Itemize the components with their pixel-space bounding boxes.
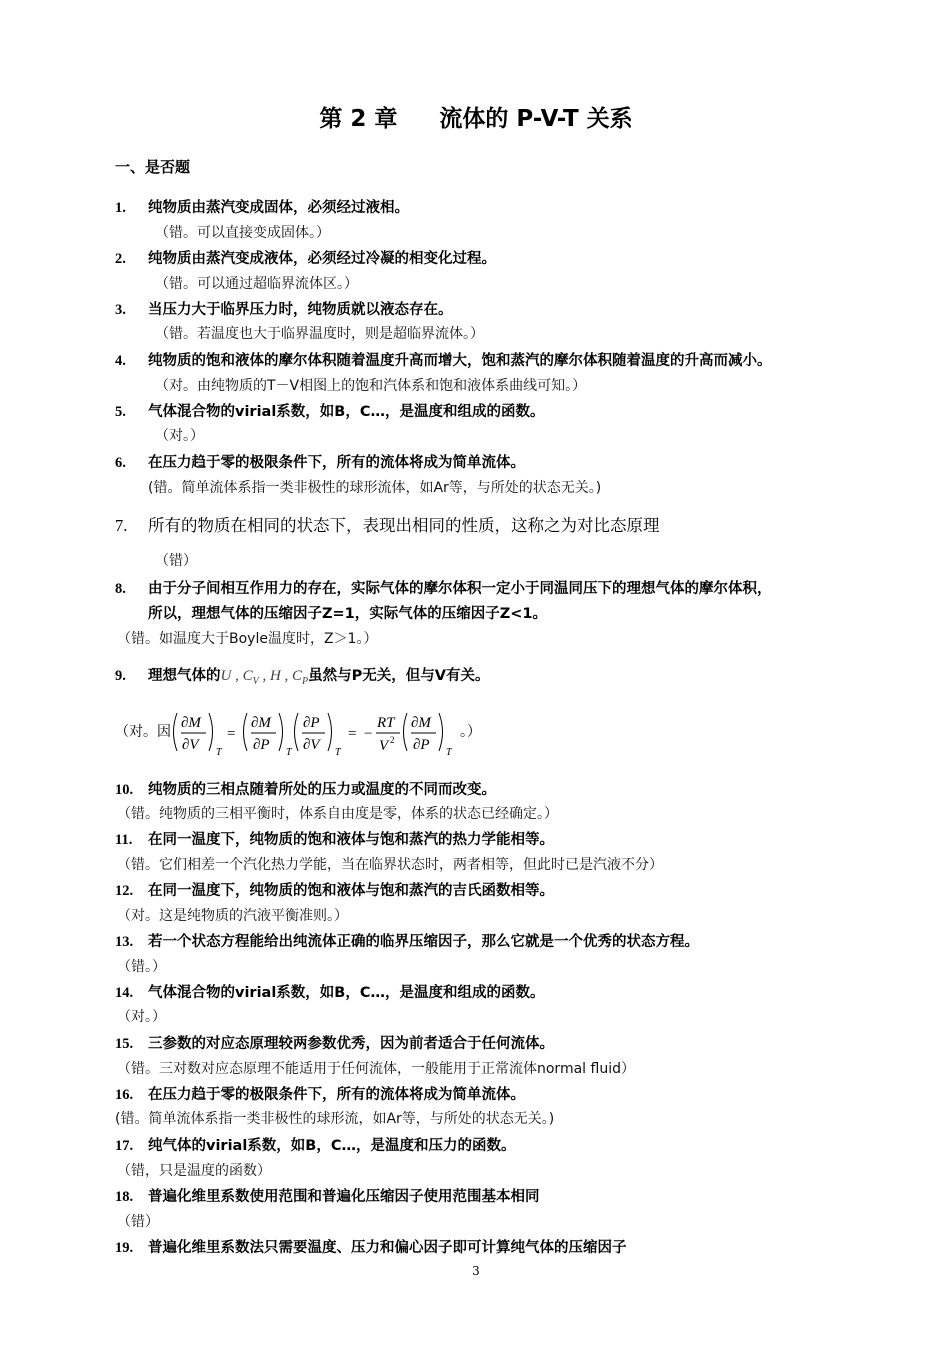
question-text: 所有的物质在相同的状态下，表现出相同的性质，这称之为对比态原理 bbox=[148, 516, 660, 535]
frac-den: ∂V bbox=[182, 737, 199, 753]
question-number: 15. bbox=[115, 1036, 134, 1052]
subscript-t: T bbox=[335, 747, 341, 758]
question-8-continued: 所以，理想气体的压缩因子Z=1，实际气体的压缩因子Z<1。 bbox=[148, 606, 548, 622]
answer-15: （错。三对数对应态原理不能适用于任何流体，一般能用于正常流体normal fluid） bbox=[117, 1061, 635, 1077]
question-text: 在同一温度下，纯物质的饱和液体与饱和蒸汽的吉氏函数相等。 bbox=[148, 883, 554, 899]
question-number: 19. bbox=[115, 1240, 134, 1256]
answer-5: （对。） bbox=[155, 428, 204, 444]
subscript-t: T bbox=[216, 747, 222, 758]
formula-suffix: 。） bbox=[460, 725, 481, 740]
question-1 bbox=[115, 196, 409, 217]
question-5 bbox=[115, 400, 545, 421]
question-15 bbox=[115, 1032, 554, 1053]
answer-14: （对。） bbox=[117, 1009, 166, 1025]
question-text: 由于分子间相互作用力的存在，实际气体的摩尔体积一定小于同温同压下的理想气体的摩尔体积， bbox=[148, 581, 772, 597]
frac-den: ∂P bbox=[253, 737, 270, 753]
question-text: 理想气体的 bbox=[148, 668, 221, 684]
frac-den: V bbox=[379, 738, 389, 754]
question-2 bbox=[115, 247, 496, 268]
question-number: 11. bbox=[115, 832, 133, 848]
question-7 bbox=[115, 512, 660, 536]
frac-den: ∂P bbox=[413, 737, 430, 753]
answer-17: （错，只是温度的函数） bbox=[117, 1163, 271, 1179]
question-16 bbox=[115, 1083, 525, 1104]
page-title bbox=[0, 100, 952, 133]
answer-1: （错。可以直接变成固体。） bbox=[155, 225, 330, 241]
question-14 bbox=[115, 981, 545, 1002]
question-number: 14. bbox=[115, 985, 134, 1001]
equals: = bbox=[348, 726, 357, 742]
question-number: 10. bbox=[115, 782, 134, 798]
paren-left bbox=[295, 713, 299, 751]
question-number: 5. bbox=[115, 404, 126, 420]
question-text: 在压力趋于零的极限条件下，所有的流体将成为简单流体。 bbox=[148, 1087, 525, 1103]
frac-num: ∂M bbox=[251, 715, 271, 731]
question-12 bbox=[115, 879, 554, 900]
question-text: 纯物质的饱和液体的摩尔体积随着温度升高而增大，饱和蒸汽的摩尔体积随着温度的升高而减小。 bbox=[148, 353, 772, 369]
answer-3: （错。若温度也大于临界温度时，则是超临界流体。） bbox=[155, 326, 484, 342]
answer-13: （错。） bbox=[117, 959, 166, 975]
chapter-title: 流体的 P-V-T 关系 bbox=[439, 106, 633, 132]
question-11 bbox=[115, 828, 554, 849]
question-3 bbox=[115, 298, 453, 319]
question-number: 16. bbox=[115, 1087, 134, 1103]
paren-left bbox=[404, 713, 408, 751]
question-text: 在压力趋于零的极限条件下，所有的流体将成为简单流体。 bbox=[148, 455, 525, 471]
question-text: 三参数的对应态原理较两参数优秀，因为前者适合于任何流体。 bbox=[148, 1036, 554, 1052]
frac-num: ∂P bbox=[303, 715, 320, 731]
question-text: 纯气体的virial系数，如B，C…，是温度和压力的函数。 bbox=[148, 1138, 516, 1154]
question-4 bbox=[115, 349, 772, 370]
question-text: 若一个状态方程能给出纯流体正确的临界压缩因子，那么它就是一个优秀的状态方程。 bbox=[148, 934, 699, 950]
question-text: 在同一温度下，纯物质的饱和液体与饱和蒸汽的热力学能相等。 bbox=[148, 832, 554, 848]
question-text: 气体混合物的virial系数，如B，C…，是温度和组成的函数。 bbox=[148, 985, 545, 1001]
answer-4: （对。由纯物质的T－V相图上的饱和汽体系和饱和液体系曲线可知。） bbox=[155, 378, 587, 394]
question-number: 18. bbox=[115, 1189, 134, 1205]
question-17 bbox=[115, 1134, 516, 1155]
question-text-tail: 虽然与P无关，但与V有关。 bbox=[308, 668, 490, 684]
formula-prefix: （对。因 bbox=[115, 725, 171, 740]
subscript-t: T bbox=[446, 747, 452, 758]
paren-right bbox=[209, 713, 213, 751]
answer-12: （对。这是纯物质的汽液平衡准则。） bbox=[117, 908, 348, 924]
answer-7: （错） bbox=[155, 553, 197, 569]
question-number: 12. bbox=[115, 883, 134, 899]
section-heading: 一、是否题 bbox=[115, 158, 191, 176]
question-number: 2. bbox=[115, 251, 126, 267]
answer-6: (错。简单流体系指一类非极性的球形流体，如Ar等，与所处的状态无关。) bbox=[148, 480, 602, 496]
frac-num: RT bbox=[377, 715, 395, 731]
answer-2: （错。可以通过超临界流体区。） bbox=[155, 276, 358, 292]
question-9-symbols: U , $C_V$ , H , $C_P$ bbox=[220, 668, 309, 687]
question-10 bbox=[115, 778, 496, 799]
question-number: 9. bbox=[115, 668, 126, 684]
formula-graphic bbox=[115, 705, 535, 765]
page-number: 3 bbox=[472, 1264, 480, 1278]
paren-left bbox=[244, 713, 248, 751]
minus: − bbox=[364, 726, 373, 742]
answer-11: （错。它们相差一个汽化热力学能，当在临界状态时，两者相等，但此时已是汽液不分） bbox=[117, 857, 663, 873]
question-text: 纯物质由蒸汽变成液体，必须经过冷凝的相变化过程。 bbox=[148, 251, 496, 267]
frac-num: ∂M bbox=[181, 715, 201, 731]
subscript-t: T bbox=[286, 747, 292, 758]
superscript-2: 2 bbox=[390, 735, 395, 745]
question-13 bbox=[115, 930, 699, 951]
question-number: 13. bbox=[115, 934, 134, 950]
question-6 bbox=[115, 451, 525, 472]
question-text: 普遍化维里系数法只需要温度、压力和偏心因子即可计算纯气体的压缩因子 bbox=[148, 1240, 627, 1256]
question-number: 7. bbox=[115, 516, 128, 535]
question-number: 8. bbox=[115, 581, 126, 597]
answer-18: （错） bbox=[117, 1214, 159, 1230]
chapter-label: 第 2 章 bbox=[319, 106, 398, 132]
paren-right bbox=[439, 713, 443, 751]
question-number: 3. bbox=[115, 302, 126, 318]
question-8 bbox=[115, 577, 772, 598]
question-text: 气体混合物的virial系数，如B，C…，是温度和组成的函数。 bbox=[148, 404, 545, 420]
question-text: 普遍化维里系数使用范围和普遍化压缩因子使用范围基本相同 bbox=[148, 1189, 540, 1205]
question-number: 6. bbox=[115, 455, 126, 471]
answer-10: （错。纯物质的三相平衡时，体系自由度是零，体系的状态已经确定。） bbox=[117, 806, 558, 822]
question-18 bbox=[115, 1185, 540, 1206]
question-19 bbox=[115, 1236, 627, 1257]
paren-right bbox=[279, 713, 283, 751]
question-9 bbox=[115, 664, 490, 687]
question-text: 纯物质由蒸汽变成固体，必须经过液相。 bbox=[148, 200, 409, 216]
question-number: 1. bbox=[115, 200, 126, 216]
paren-left bbox=[174, 713, 178, 751]
answer-8: （错。如温度大于Boyle温度时，Z＞1。） bbox=[117, 631, 378, 647]
question-text: 当压力大于临界压力时，纯物质就以液态存在。 bbox=[148, 302, 453, 318]
frac-num: ∂M bbox=[411, 715, 431, 731]
question-number: 17. bbox=[115, 1138, 134, 1154]
paren-right bbox=[328, 713, 332, 751]
question-text: 纯物质的三相点随着所处的压力或温度的不同而改变。 bbox=[148, 782, 496, 798]
frac-den: ∂V bbox=[303, 737, 320, 753]
equals: = bbox=[227, 726, 236, 742]
answer-16: (错。简单流体系指一类非极性的球形流，如Ar等，与所处的状态无关。) bbox=[115, 1111, 555, 1127]
question-number: 4. bbox=[115, 353, 126, 369]
